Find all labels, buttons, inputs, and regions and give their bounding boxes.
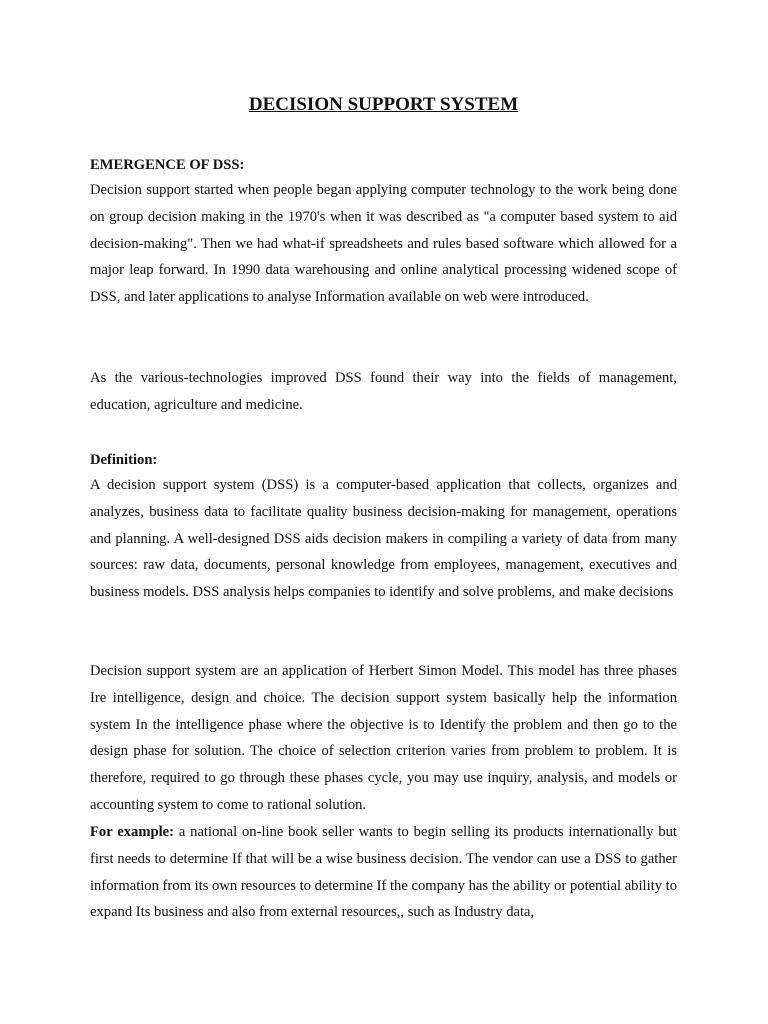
section-heading-emergence: EMERGENCE OF DSS: xyxy=(90,157,245,173)
example-paragraph xyxy=(90,819,677,926)
example-text: a national on-line book seller wants to begin selling its products internationally but first needs to determine If that will be a wise business decision. The vendor can use a DSS to gather information from its own resources to determine If the company has the ability or potential ability to expand Its business and also from external resources,, such as Industry data, xyxy=(90,824,677,921)
definition-paragraph-2: Decision support system are an application of Herbert Simon Model. This model has three phases Ire intelligence, design and choice. The decision support system basically help the information system In the intelligence phase where the objective is to Identify the problem and then go to the design phase for solution. The choice of selection criterion varies from problem to problem. It is therefore, required to go through these phases cycle, you may use inquiry, analysis, and models or accounting system to come to rational solution. xyxy=(90,663,677,813)
example-label: For example: xyxy=(90,824,174,840)
section-heading-definition: Definition: xyxy=(90,452,158,468)
emergence-paragraph-2: As the various-technologies improved DSS found their way into the fields of management, education, agriculture and medicine. xyxy=(90,370,677,413)
emergence-paragraph-1: Decision support started when people began applying computer technology to the work being done on group decision making in the 1970's when it was described as "a computer based system to aid decision-making". Then we had what-if spreadsheets and rules based software which allowed for a major leap forward. In 1990 data warehousing and online analytical processing widened scope of DSS, and later applications to analyse Information available on web were introduced. xyxy=(90,182,677,306)
document-title: DECISION SUPPORT SYSTEM xyxy=(248,94,519,115)
definition-paragraph-1: A decision support system (DSS) is a computer-based application that collects, organizes and analyzes, business data to facilitate quality business decision-making for management, operations and planning. A well-designed DSS aids decision makers in compiling a variety of data from many sources: raw data, documents, personal knowledge from employees, management, executives and business models. DSS analysis helps companies to identify and solve problems, and make decisions xyxy=(90,477,677,601)
